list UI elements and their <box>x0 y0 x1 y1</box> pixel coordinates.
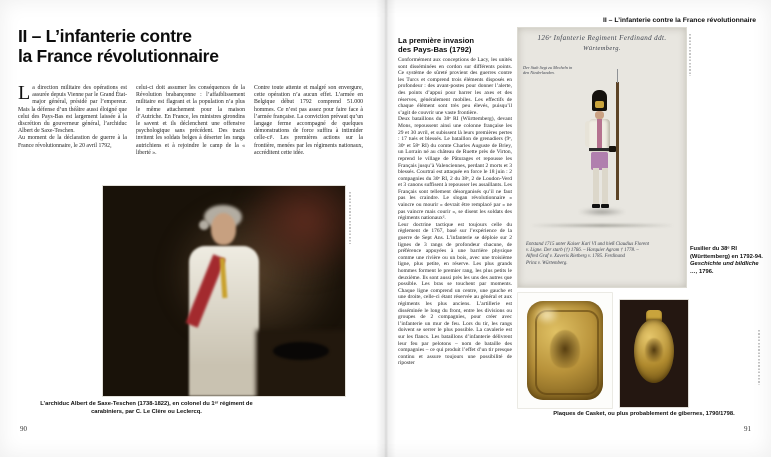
plaque-highlight <box>534 305 560 325</box>
cartridge-box <box>609 146 616 152</box>
fusilier-figure <box>572 74 632 224</box>
portrait-albert-saxe-teschen <box>103 186 345 396</box>
hair-curl <box>199 220 209 230</box>
figure-shadow <box>578 208 626 216</box>
plate-handwriting-sidenote: Der Stab liegt zu Mecheln in den Niederlanden. <box>523 65 573 76</box>
handwriting-line: Alfred Graf v. Xaveris Rietberg v. 1785. Ferdinand <box>526 254 625 260</box>
face <box>211 213 236 245</box>
gaiter-left <box>593 168 599 206</box>
paragraph: Contre toute attente et malgré son envergure, cette opération n’a aucun effet. L’armée en Belgique début 1792 comprend 51.000 hommes. Ce n’est pas assez pour faire face à l’armée française. La conviction prévaut qu’un langage ferme accompagné de quelques démonstrations de force suffira à intimider celle-ci¹. Les premières actions sur la frontière, menées par les régiments nationaux, accréditent cette idée. <box>254 85 363 156</box>
shoe-right <box>601 204 609 208</box>
fusilier-plate-illustration <box>518 28 686 287</box>
brass-plaque-photo-large <box>518 293 612 408</box>
running-header: II – L’infanterie contre la France révolutionnaire <box>603 17 756 24</box>
handwriting-line: v. Ligne. Der starb (†) 1766. – Harquier Agram † 1778. – <box>526 248 639 254</box>
fusilier-caption <box>690 246 767 277</box>
paragraph: Conformément aux conceptions de Lacy, les unités sont disséminées en cordon sur différents points. Ce système de sûreté provient des guerres contre les Turcs et comprend trois éléments disposés en profondeur : des avant-postes pour donner l’alerte, des points d’appui pour barrer les axes et des réserves, généralement mobiles. Les effectifs de chaque élément sont très peu élevés, puisqu’il s’agit de couvrir une vaste frontière. <box>398 57 512 116</box>
waist-belt <box>589 148 610 151</box>
bicorne-hat <box>273 342 329 360</box>
plaque-emblem <box>645 338 663 362</box>
body-columns <box>18 82 364 157</box>
text-column-3 <box>254 85 363 157</box>
paragraph: celui-ci doit assumer les conséquences de la Révolution brabançonne : l’affaiblissement militaire est flagrant et la population n’a plus le même attachement pour la maison d’Autriche. En France, les ministres girondins le savent et ils déclenchent une offensive psychologique sans précédent. Des tracts invitent les soldats belges à déserter les rangs autrichiens et à rejoindre le camp de la « liberté ». <box>136 85 245 156</box>
photo-credit-mark <box>349 192 351 244</box>
page-number-left: 90 <box>20 425 27 433</box>
text-column-2 <box>136 85 245 157</box>
section-heading-line2: des Pays-Bas (1792) <box>398 44 472 54</box>
shoe-left <box>592 204 600 208</box>
handwriting-line: Prinz v. Würtemberg. <box>526 260 568 266</box>
brass-hat-plate <box>595 101 604 108</box>
plaque-eagle-relief <box>550 330 580 368</box>
chapter-title <box>18 26 348 67</box>
photo-credit-mark <box>689 34 691 76</box>
paragraph: Leur doctrine tactique est toujours celle du règlement de 1767, basé sur l’expérience de la guerre de Sept Ans. L’infanterie se déploie sur 2 lignes de 3 rangs de profondeur chacune, de préférence appuyées à une barrière physique comme une rivière ou un bois, avec une troisième ligne, plus petite, en réserve. Les plus grands hommes forment le premier rang, les plus petits le deuxième. Ils sont aussi près les uns des autres que possible. Les bras se touchent par moments. Chaque ligne comprend un centre, une gauche et une droite, celle-ci étant réservée au général et aux régiments les plus anciens. L’artillerie est disséminée le long du front, entre les divisions ou groupes de 2 compagnies, pour créer avec l’infanterie un mur de feu. Lors du tir, les rangs doivent se serrer le plus possible. La cavalerie est sur les flancs. Les bataillons d’infanterie délivrent leur feu par pelotons – nom de bataille des compagnies – ce qui produit l’effet d’un tir presque continu et assure toujours une possibilité de riposter <box>398 221 512 367</box>
ground-line <box>530 224 674 227</box>
right-text-column <box>398 57 512 367</box>
gaiter-right <box>602 168 608 206</box>
page-number-right: 91 <box>744 425 751 433</box>
portrait-caption: L’archiduc Albert de Saxe-Teschen (1738-1822), en colonel du 1ᵉʳ régiment de carabiniers, par C. Le Clère ou Leclercq. <box>40 401 253 415</box>
table-shadow <box>256 330 345 396</box>
plate-handwriting-title: 126ᵉ Infanterie Regiment Ferdinand ddt. <box>537 34 667 42</box>
drop-cap: L <box>18 82 31 104</box>
brass-plaque-photo-small <box>620 300 688 407</box>
plate-handwriting-bottom <box>526 242 678 267</box>
handwriting-line: Entstand 1715 unter Kaiser Karl VI und hieß Claudius Florent <box>526 242 650 247</box>
section-heading <box>398 37 518 55</box>
musket <box>616 82 619 200</box>
face <box>595 111 604 119</box>
caption-bold-part: Fusilier du 38ᵉ RI (Württemberg) en 1792-94. <box>690 246 763 260</box>
chapter-title-line2: la France révolutionnaire <box>18 46 219 67</box>
paragraph: Au moment de la déclaration de guerre à la France révolutionnaire, le 20 avril 1792, <box>18 135 127 149</box>
plate-handwriting-subtitle: Würtemberg. <box>583 45 621 52</box>
caption-italic-part: Geschichte und bildliche …, <box>690 261 759 275</box>
page-spine <box>376 0 396 457</box>
text-column-1 <box>18 82 127 157</box>
paragraph: Deux bataillons du 38ᵉ RI (Württemberg), devant Mons, repoussent ainsi une colonne française les 29 et 30 avril, et subissent là leurs premières pertes : 17 tués et blessés. Le bataillon de grenadiers (9ᵉ, 30ᵉ et 58ᵉ RI) du comte Charles Auguste de Briey, un Lorrain né au château de Ruette près de Virton, reprend le village de Pâturages et repousse les Français jusqu’à Valenciennes, perdant 2 morts et 3 blessés. Courtrai est attaquée en force le 18 juin : 2 compagnies du 30ᵉ RI, 2 du 38ᵉ, 2 de Loudon-Verd et 3 canons suffisent à repousser les assaillants. Les Français sont tellement désorganisés qu’il ne faut pas les craindre. Le slogan révolutionnaire « vaincre ou mourir » devrait être remplacé par « ne pas vaincre mais courir », se disent les soldats des régiments nationaux². <box>398 116 512 222</box>
plaques-caption: Plaques de Casket, ou plus probablement de gibernes, 1790/1798. <box>553 411 735 417</box>
section-heading-line1: La première invasion <box>398 36 474 45</box>
bayonet <box>617 69 618 83</box>
photo-credit-mark <box>758 330 760 385</box>
rose-facings <box>597 119 602 148</box>
chapter-title-line1: II – L’infanterie contre <box>18 26 192 46</box>
paragraph: a direction militaire des opérations est assurée depuis Vienne par le Grand État-major général, présidé par l’empereur. Mais la défense d’un théâtre aussi éloigné que celui des Pays-Bas est largement laissée à la discrétion du gouverneur général, l’archiduc Albert de Saxe-Teschen. <box>18 85 127 135</box>
caption-tail-part: 1796. <box>697 268 714 275</box>
